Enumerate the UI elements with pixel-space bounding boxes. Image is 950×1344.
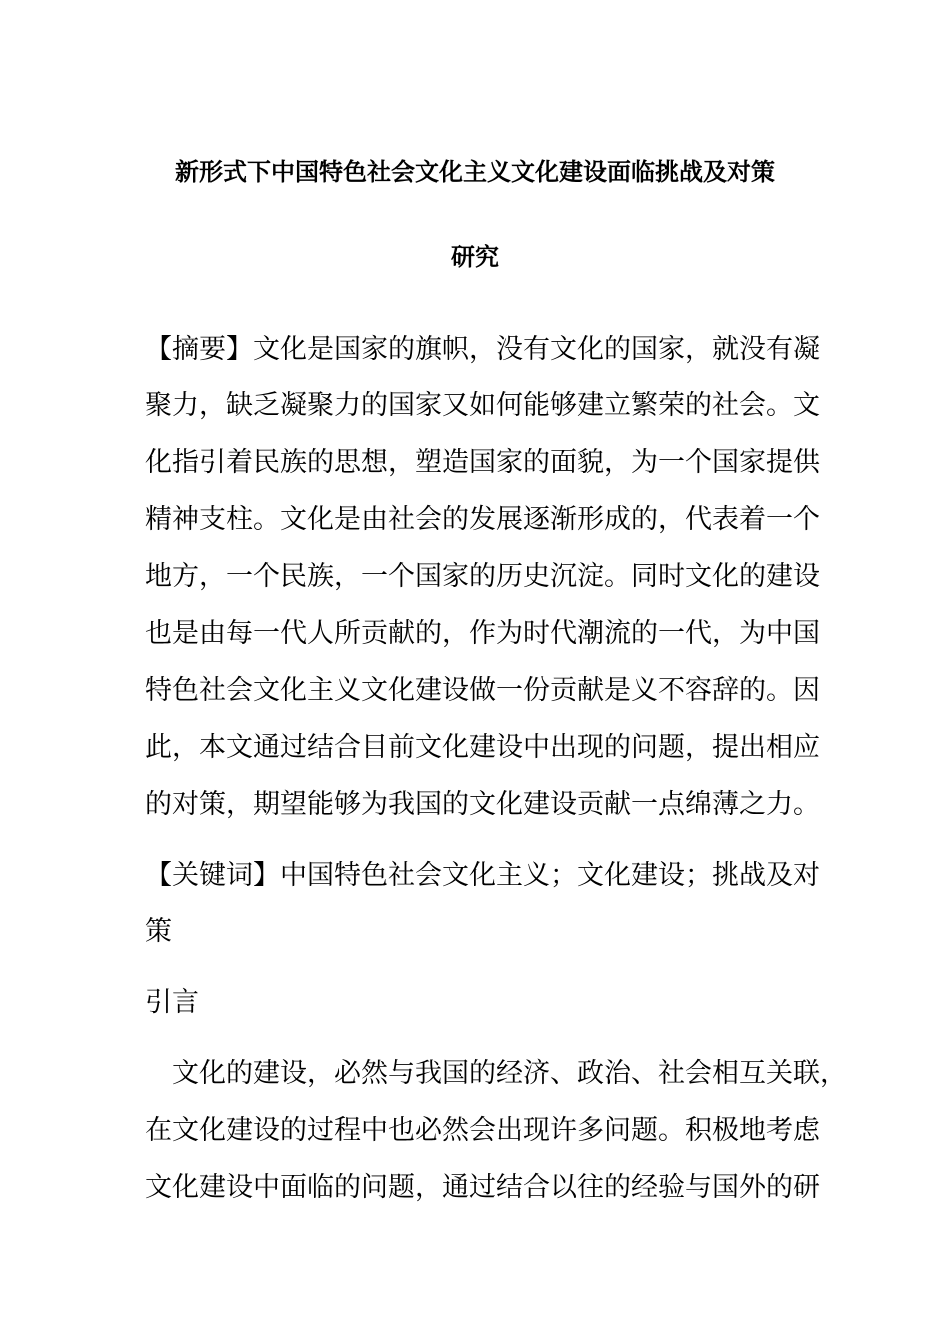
- keywords-line: 策: [145, 916, 172, 947]
- intro-line: 在文化建设的过程中也必然会出现许多问题。积极地考虑: [145, 1115, 820, 1146]
- intro-heading: 引言: [145, 987, 199, 1018]
- abstract-line: 特色社会文化主义文化建设做一份贡献是义不容辞的。因: [145, 675, 820, 706]
- abstract-line: 的对策，期望能够为我国的文化建设贡献一点绵薄之力。: [145, 789, 820, 820]
- abstract-line: 精神支柱。文化是由社会的发展逐渐形成的，代表着一个: [145, 504, 820, 535]
- document-title-line-2: 研究: [451, 243, 499, 271]
- abstract-line: 【摘要】文化是国家的旗帜，没有文化的国家，就没有凝: [145, 334, 820, 365]
- abstract-line: 聚力，缺乏凝聚力的国家又如何能够建立繁荣的社会。文: [145, 390, 820, 421]
- intro-line: 文化建设中面临的问题，通过结合以往的经验与国外的研: [145, 1172, 820, 1203]
- abstract-line: 化指引着民族的思想，塑造国家的面貌，为一个国家提供: [145, 447, 820, 478]
- document-title-line-1: 新形式下中国特色社会文化主义文化建设面临挑战及对策: [175, 158, 775, 186]
- abstract-line: 此，本文通过结合目前文化建设中出现的问题，提出相应: [145, 732, 820, 763]
- abstract-line: 也是由每一代人所贡献的，作为时代潮流的一代，为中国: [145, 618, 820, 649]
- abstract-line: 地方，一个民族，一个国家的历史沉淀。同时文化的建设: [145, 561, 820, 592]
- keywords-line: 【关键词】中国特色社会文化主义；文化建设；挑战及对: [145, 860, 820, 891]
- intro-line: 文化的建设，必然与我国的经济、政治、社会相互关联，: [145, 1058, 847, 1089]
